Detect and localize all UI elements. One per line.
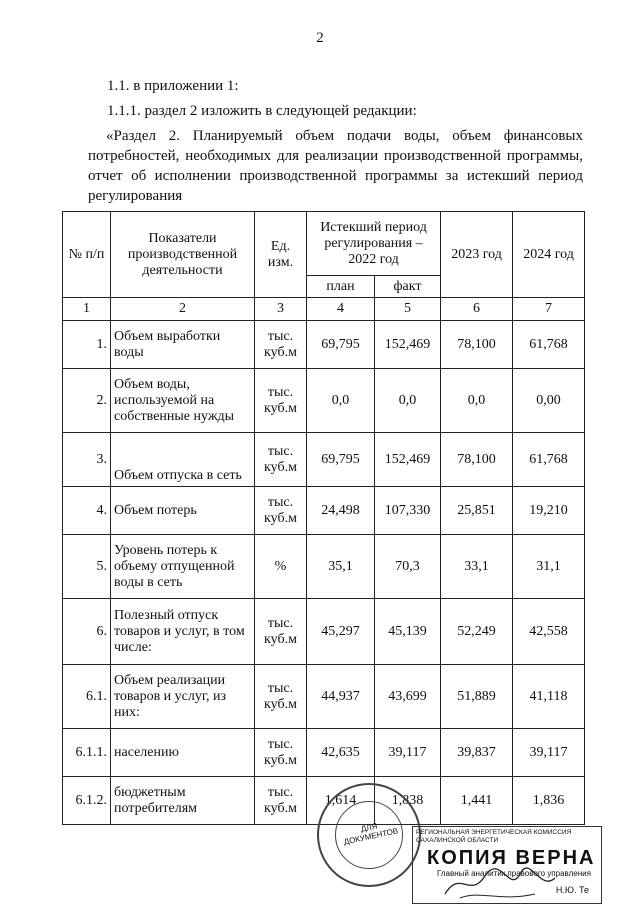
col-number: 3 [255, 298, 307, 321]
row-2024: 0,00 [513, 369, 585, 433]
row-unit: тыс. куб.м [255, 599, 307, 665]
stamp-title: КОПИЯ ВЕРНА [427, 847, 596, 869]
row-2023: 78,100 [441, 321, 513, 369]
row-name: Объем реализации товаров и услуг, из них: [111, 665, 255, 729]
row-fact: 39,117 [375, 729, 441, 777]
table-row [63, 487, 585, 535]
row-plan: 44,937 [307, 665, 375, 729]
row-fact: 152,469 [375, 433, 441, 487]
row-fact: 45,139 [375, 599, 441, 665]
row-fact: 107,330 [375, 487, 441, 535]
row-fact: 43,699 [375, 665, 441, 729]
row-unit: тыс. куб.м [255, 369, 307, 433]
header-2024: 2024 год [513, 212, 585, 298]
row-num: 2. [63, 369, 111, 433]
page-number: 2 [316, 30, 324, 46]
row-num: 5. [63, 535, 111, 599]
row-name: Объем потерь [111, 487, 255, 535]
row-unit: тыс. куб.м [255, 729, 307, 777]
row-name: Объем выработки воды [111, 321, 255, 369]
row-2024: 39,117 [513, 729, 585, 777]
row-2023: 0,0 [441, 369, 513, 433]
row-2024: 61,768 [513, 321, 585, 369]
stamp-department: Главный аналитик правового управления [437, 869, 591, 878]
row-name: Объем воды, используемой на собственные нужды [111, 369, 255, 433]
row-num: 1. [63, 321, 111, 369]
row-num: 6.1.1. [63, 729, 111, 777]
row-2024: 19,210 [513, 487, 585, 535]
row-plan: 0,0 [307, 369, 375, 433]
col-number: 7 [513, 298, 585, 321]
table-row [63, 321, 585, 369]
round-seal [317, 783, 421, 887]
table-row [63, 729, 585, 777]
paragraph-2: 1.1.1. раздел 2 изложить в следующей редакции: [107, 103, 417, 119]
header-plan: план [307, 276, 375, 298]
header-fact: факт [375, 276, 441, 298]
signature [440, 864, 560, 904]
col-number: 5 [375, 298, 441, 321]
row-unit: тыс. куб.м [255, 665, 307, 729]
row-name: Уровень потерь к объему отпущенной воды в сеть [111, 535, 255, 599]
production-table [62, 211, 585, 825]
row-unit: тыс. куб.м [255, 321, 307, 369]
header-indicator: Показатели производственной деятельности [111, 212, 255, 298]
row-plan: 69,795 [307, 321, 375, 369]
row-2024: 1,836 [513, 777, 585, 825]
row-num: 6.1.2. [63, 777, 111, 825]
col-number: 4 [307, 298, 375, 321]
row-plan: 24,498 [307, 487, 375, 535]
row-fact: 0,0 [375, 369, 441, 433]
row-2024: 42,558 [513, 599, 585, 665]
paragraph-3: «Раздел 2. Планируемый объем подачи воды, объем финансовых потребностей, необходимых для реализации производственной программы, отчет об исполнении производственной программы за истекший период регулирования [88, 128, 583, 204]
row-name: Полезный отпуск товаров и услуг, в том числе: [111, 599, 255, 665]
row-2024: 41,118 [513, 665, 585, 729]
row-unit: % [255, 535, 307, 599]
paragraph-1: 1.1. в приложении 1: [107, 78, 239, 94]
row-num: 6. [63, 599, 111, 665]
table-row [63, 599, 585, 665]
header-num: № п/п [63, 212, 111, 298]
row-2023: 78,100 [441, 433, 513, 487]
col-number: 1 [63, 298, 111, 321]
table-row [63, 665, 585, 729]
row-name: населению [111, 729, 255, 777]
row-2023: 33,1 [441, 535, 513, 599]
stamp-organization: РЕГИОНАЛЬНАЯ ЭНЕРГЕТИЧЕСКАЯ КОМИССИЯ САХАЛИНСКОЙ ОБЛАСТИ [416, 829, 572, 844]
col-number: 2 [111, 298, 255, 321]
row-2023: 39,837 [441, 729, 513, 777]
row-plan: 35,1 [307, 535, 375, 599]
row-2023: 25,851 [441, 487, 513, 535]
row-num: 3. [63, 433, 111, 487]
col-number: 6 [441, 298, 513, 321]
row-plan: 42,635 [307, 729, 375, 777]
row-plan: 45,297 [307, 599, 375, 665]
row-num: 4. [63, 487, 111, 535]
row-2024: 31,1 [513, 535, 585, 599]
row-unit: тыс. куб.м [255, 777, 307, 825]
row-name: бюджетным потребителям [111, 777, 255, 825]
row-2023: 52,249 [441, 599, 513, 665]
row-fact: 1,838 [375, 777, 441, 825]
row-2024: 61,768 [513, 433, 585, 487]
header-2023: 2023 год [441, 212, 513, 298]
row-num: 6.1. [63, 665, 111, 729]
stamp-signer: Н.Ю. Те [555, 885, 589, 895]
row-name: Объем отпуска в сеть [111, 433, 255, 487]
seal-text: ДЛЯ ДОКУМЕНТОВ [342, 821, 399, 847]
header-period: Истекший период регулирования – 2022 год [307, 212, 441, 276]
row-plan: 1,614 [307, 777, 375, 825]
row-2023: 51,889 [441, 665, 513, 729]
row-unit: тыс. куб.м [255, 487, 307, 535]
table-row [63, 369, 585, 433]
row-2023: 1,441 [441, 777, 513, 825]
row-unit: тыс. куб.м [255, 433, 307, 487]
row-fact: 152,469 [375, 321, 441, 369]
row-fact: 70,3 [375, 535, 441, 599]
row-plan: 69,795 [307, 433, 375, 487]
header-unit: Ед. изм. [255, 212, 307, 298]
table-row [63, 433, 585, 487]
table-row [63, 535, 585, 599]
